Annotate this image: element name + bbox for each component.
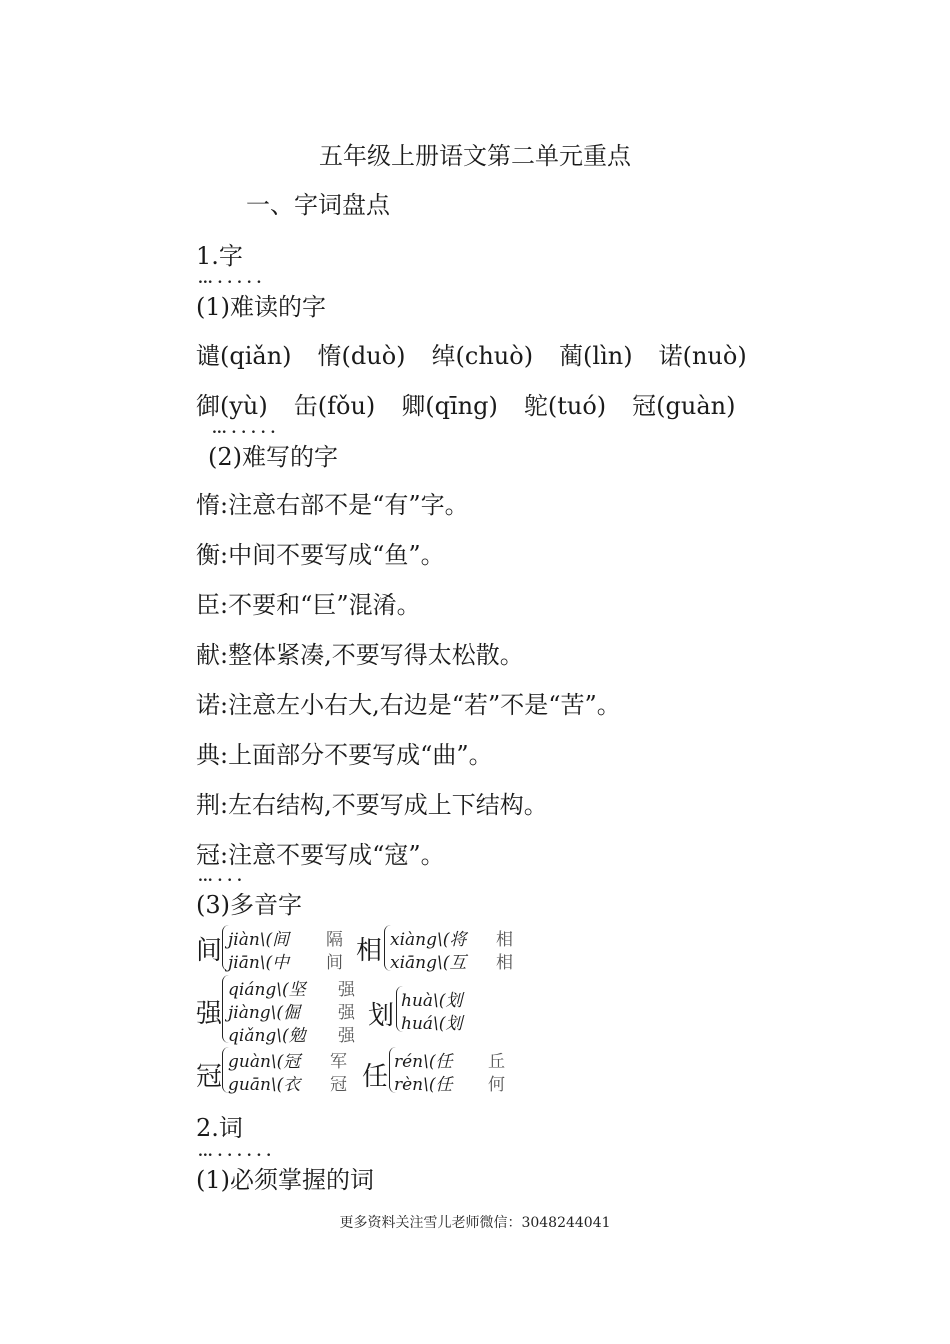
clipped-text: 强	[338, 1026, 355, 1046]
hard-write-item: 冠:注意不要写成“寇”。	[196, 841, 445, 869]
polyphonic-char: 冠	[196, 1062, 223, 1092]
reading-row: jiàn\(间	[228, 930, 290, 950]
reading-row: huà\(划	[401, 991, 463, 1011]
reading-row: huá\(划	[401, 1014, 463, 1034]
pinyin-item: 冠(guàn)	[632, 392, 736, 420]
polyphonic-char: 间	[196, 936, 223, 966]
hard-write-item: 荆:左右结构,不要写成上下结构。	[196, 791, 548, 819]
emphasis-dots: ... . . . . .	[212, 421, 276, 437]
clipped-text: 相	[496, 953, 513, 973]
polyphonic-char: 划	[368, 1001, 395, 1031]
pinyin-item: 御(yù)	[196, 392, 268, 420]
hard-read-label: (1)难读的字	[196, 293, 326, 321]
reading-row: jiān\(中	[228, 953, 290, 973]
pinyin-row-1	[196, 336, 773, 371]
hard-write-item: 惰:注意右部不是“有”字。	[196, 491, 469, 519]
emphasis-dots: ... . . . . .	[198, 271, 262, 287]
reading-row: rèn\(任	[394, 1075, 453, 1095]
reading-row: jiàng\(倔	[228, 1003, 301, 1023]
clipped-text: 相	[496, 930, 513, 950]
hard-write-item: 诺:注意左小右大,右边是“若”不是“苦”。	[196, 691, 621, 719]
reading-row: xiāng\(互	[390, 953, 467, 973]
reading-row: xiàng\(将	[390, 930, 467, 950]
pinyin-item: 诺(nuò)	[658, 342, 747, 370]
hard-write-item: 献:整体紧凑,不要写得太松散。	[196, 641, 524, 669]
clipped-text: 隔	[326, 930, 343, 950]
pinyin-item: 蔺(lìn)	[559, 342, 633, 370]
must-words-label: (1)必须掌握的词	[196, 1166, 374, 1194]
clipped-text: 强	[338, 980, 355, 1000]
pinyin-item: 卿(qīng)	[401, 392, 498, 420]
pinyin-item: 谴(qiǎn)	[196, 342, 292, 370]
reading-row: rén\(任	[394, 1052, 453, 1072]
subsection-heading: 1.字	[196, 242, 243, 270]
pinyin-item: 缶(fǒu)	[293, 392, 376, 420]
polyphonic-label: (3)多音字	[196, 891, 302, 919]
polyphonic-char: 强	[196, 999, 223, 1029]
clipped-text: 冠	[330, 1075, 347, 1095]
emphasis-dots: ... . . .	[198, 869, 242, 885]
clipped-text: 间	[326, 953, 343, 973]
reading-row: guàn\(冠	[228, 1052, 301, 1072]
footer-note: 更多资料关注雪儿老师微信：3048244041	[339, 1215, 611, 1231]
pinyin-row-2	[196, 386, 761, 421]
clipped-text: 军	[330, 1052, 347, 1072]
polyphonic-char: 相	[356, 936, 383, 966]
section-heading: 一、字词盘点	[246, 191, 390, 219]
reading-row: qiǎng\(勉	[228, 1026, 306, 1046]
pinyin-item: 鸵(tuó)	[523, 392, 607, 420]
subsection-heading: 2.词	[196, 1114, 243, 1142]
polyphonic-char: 任	[362, 1062, 389, 1092]
emphasis-dots: ... . . . . . .	[198, 1144, 272, 1160]
hard-write-item: 典:上面部分不要写成“曲”。	[196, 741, 493, 769]
hard-write-label: (2)难写的字	[208, 443, 338, 471]
hard-write-item: 衡:中间不要写成“鱼”。	[196, 541, 445, 569]
document-title: 五年级上册语文第二单元重点	[319, 142, 631, 170]
pinyin-item: 惰(duò)	[317, 342, 406, 370]
clipped-text: 丘	[488, 1052, 505, 1072]
pinyin-item: 绰(chuò)	[431, 342, 534, 370]
reading-row: qiáng\(坚	[228, 980, 306, 1000]
clipped-text: 强	[338, 1003, 355, 1023]
hard-write-item: 臣:不要和“巨”混淆。	[196, 591, 421, 619]
reading-row: guān\(衣	[228, 1075, 301, 1095]
clipped-text: 何	[488, 1075, 505, 1095]
